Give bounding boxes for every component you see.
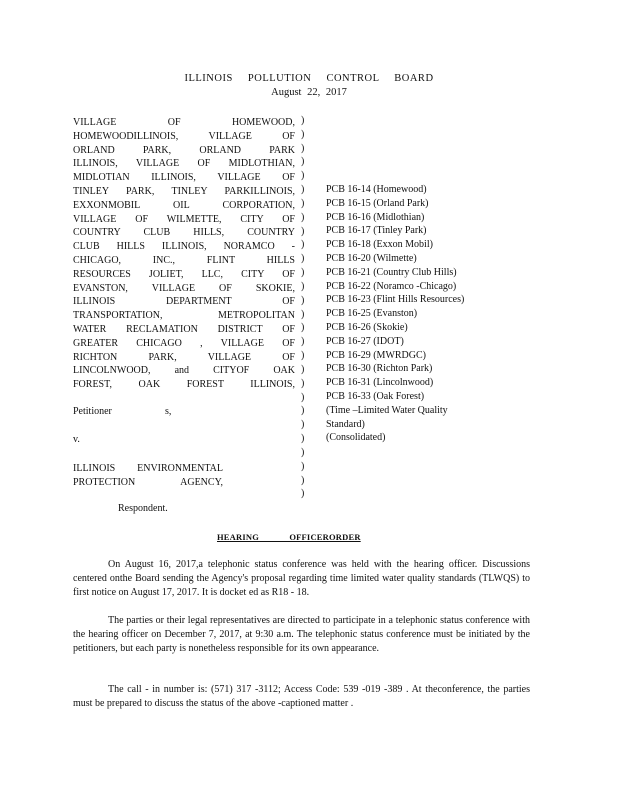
order-paragraph: On August 16, 2017,a telephonic status conference was held with the hearing officer. Discussions centered onthe Board sending the Agency's proposal regarding time limited water quality standards (TLWQS) to first notice on August 17, 2017. It is docket ed as R18 - 18. <box>73 559 530 598</box>
caption-line: ILLINOIS, VILLAGE OF MIDLOTHIAN, <box>73 158 295 170</box>
caption-line: COUNTRY CLUB HILLS, COUNTRY <box>73 227 295 239</box>
case-number: PCB 16-33 (Oak Forest) <box>326 390 425 402</box>
case-number: PCB 16-14 (Homewood) <box>326 184 427 195</box>
respondent-line: ILLINOIS ENVIRONMENTAL <box>73 463 223 474</box>
respondent-name <box>73 462 223 490</box>
case-number: PCB 16-22 (Noramco -Chicago) <box>326 280 457 292</box>
order-paragraph: The parties or their legal representatives are directed to participate in a telephonic status conference with the hearing officer on December 7, 2017, at 9:30 a.m. The telephonic status conference must be initiated by the petitioners, but each party is nonetheless responsible for its own appearance. <box>73 615 530 654</box>
case-number: PCB 16-21 (Country Club Hills) <box>326 266 457 278</box>
caption-line: RESOURCES JOLIET, LLC, CITY OF <box>73 268 295 280</box>
caption-line: VILLAGE OF WILMETTE, CITY OF <box>73 213 295 225</box>
order-paragraph: The call - in number is: (571) 317 -3112; Access Code: 539 -019 -389 . At theconference, the parties must be prepared to discuss the status of the above -captioned matter . <box>73 684 530 709</box>
case-consolidated: (Consolidated) <box>326 432 386 444</box>
case-number: PCB 16-20 (Wilmette) <box>326 252 417 264</box>
petitioners-caption <box>73 116 295 392</box>
case-number: PCB 16-16 (Midlothian) <box>326 211 425 223</box>
caption-line: ILLINOIS DEPARTMENT OF <box>73 296 295 308</box>
caption-line: CHICAGO, INC., FLINT HILLS <box>73 254 295 266</box>
case-number: PCB 16-27 (IDOT) <box>326 335 404 347</box>
caption-line: TINLEY PARK, TINLEY PARKILLINOIS, <box>73 185 295 197</box>
caption-line: HOMEWOODILLINOIS, VILLAGE OF <box>73 130 295 142</box>
caption-line: RICHTON PARK, VILLAGE OF <box>73 351 295 363</box>
caption-line: GREATER CHICAGO , VILLAGE OF <box>73 337 295 349</box>
case-number: PCB 16-25 (Evanston) <box>326 308 418 320</box>
case-number: PCB 16-15 (Orland Park) <box>326 197 429 209</box>
caption-line: VILLAGE OF HOMEWOOD, <box>73 117 295 128</box>
respondent-line: PROTECTION AGENCY, <box>73 476 223 488</box>
case-numbers <box>326 183 496 445</box>
petitioner-suffix: s, <box>165 406 172 417</box>
order-title: HEARING OFFICERORDER <box>217 532 361 542</box>
caption-line: ORLAND PARK, ORLAND PARK <box>73 144 295 156</box>
caption-line: LINCOLNWOOD, and CITYOF OAK <box>73 365 295 377</box>
case-number: PCB 16-18 (Exxon Mobil) <box>326 239 433 251</box>
board-title: ILLINOIS POLLUTION CONTROL BOARD <box>184 73 434 84</box>
case-number: PCB 16-31 (Lincolnwood) <box>326 377 434 389</box>
case-number: PCB 16-30 (Richton Park) <box>326 363 433 375</box>
case-number: PCB 16-29 (MWRDGC) <box>326 349 427 361</box>
case-number: PCB 16-17 (Tinley Park) <box>326 225 427 237</box>
petitioner-label: Petitioner <box>73 406 112 417</box>
caption-line: MIDLOTIAN ILLINOIS, VILLAGE OF <box>73 172 295 184</box>
caption-line: WATER RECLAMATION DISTRICT OF <box>73 323 295 335</box>
caption-line: EVANSTON, VILLAGE OF SKOKIE, <box>73 282 295 294</box>
caption-line: CLUB HILLS ILLINOIS, NORAMCO - <box>73 241 295 253</box>
document-date: August 22, 2017 <box>271 87 347 98</box>
case-type: (Time –Limited Water Quality <box>326 404 448 416</box>
versus-label: v. <box>73 434 80 445</box>
caption-line: TRANSPORTATION, METROPOLITAN <box>73 310 295 322</box>
caption-parenthesis-column: ) ) ) ) ) ) ) ) ) ) ) ) ) ) ) ) ) ) ) ) ) ) ) ) ) ) ) ) <box>301 115 305 500</box>
respondent-label: Respondent. <box>118 503 168 514</box>
case-type: Standard) <box>326 418 365 430</box>
case-number: PCB 16-26 (Skokie) <box>326 321 408 333</box>
caption-line: EXXONMOBIL OIL CORPORATION, <box>73 199 295 211</box>
case-number: PCB 16-23 (Flint Hills Resources) <box>326 294 465 306</box>
caption-line: FOREST, OAK FOREST ILLINOIS, <box>73 379 295 391</box>
